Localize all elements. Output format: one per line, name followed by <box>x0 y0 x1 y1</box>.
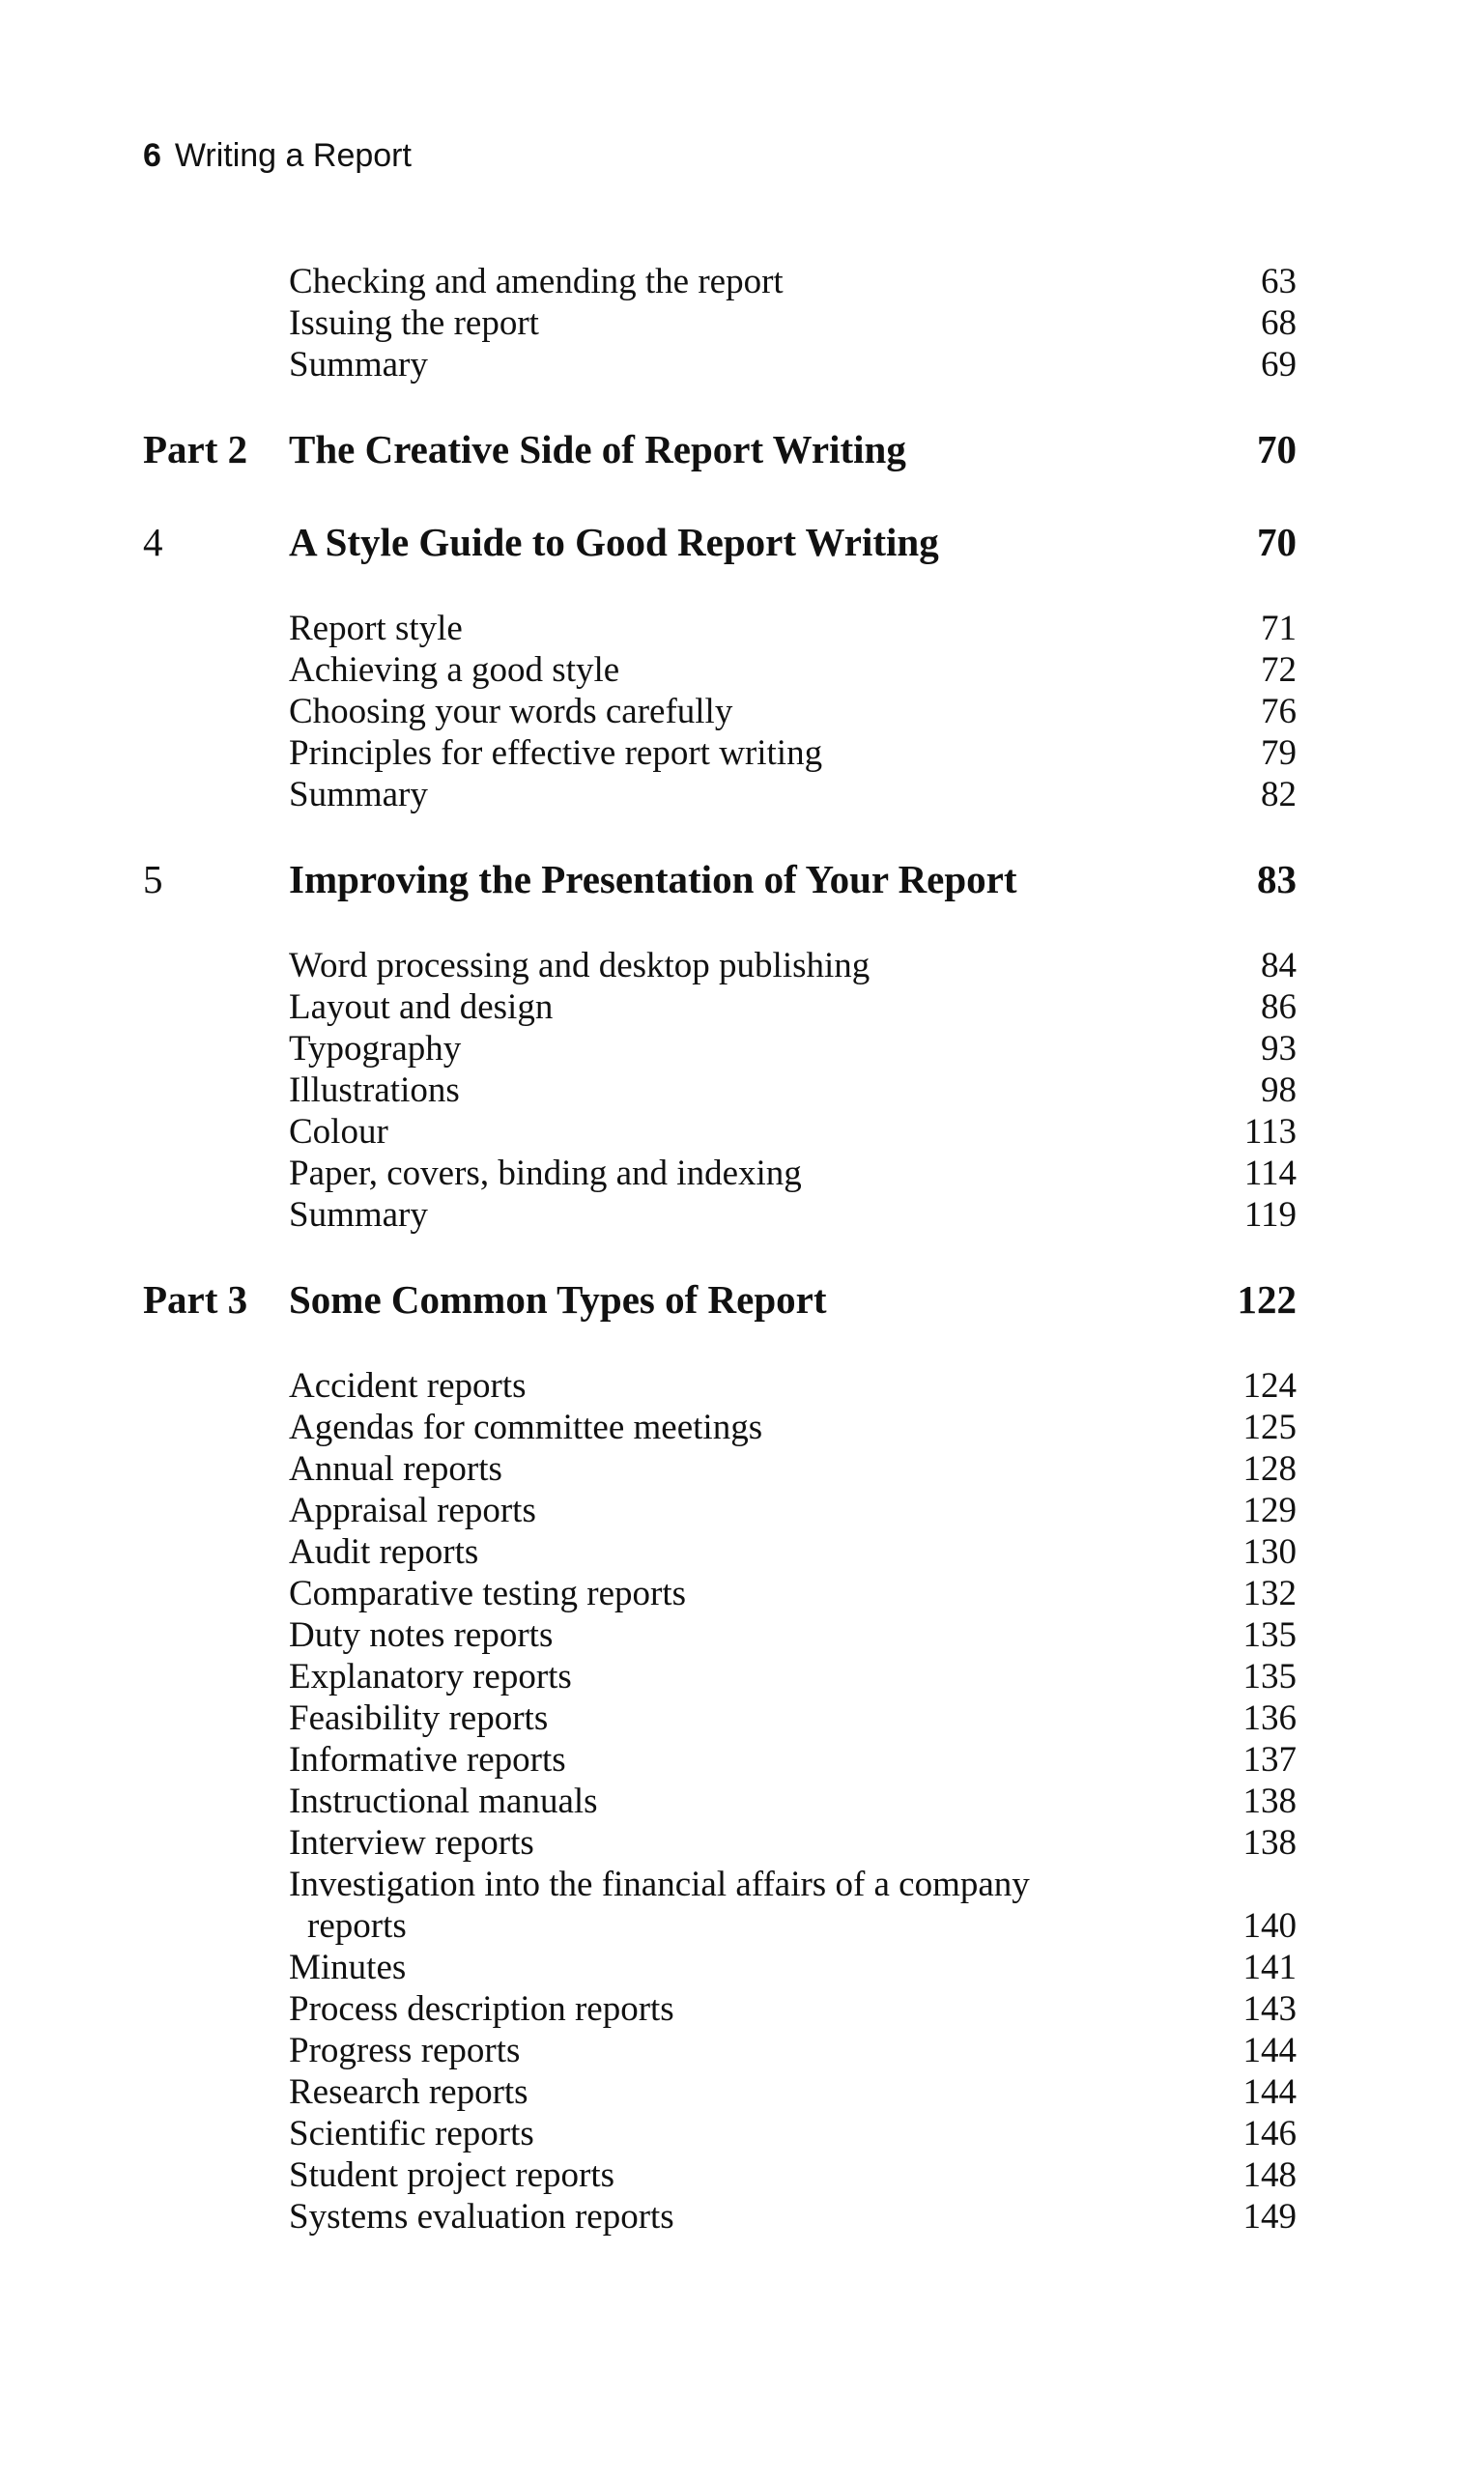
toc-entry-title: Word processing and desktop publishing <box>289 946 870 985</box>
chapter-4-heading <box>0 517 1484 567</box>
part-label: Part 3 <box>143 1277 248 1322</box>
toc-entry-title: Minutes <box>289 1948 407 1987</box>
toc-entry-page: 125 <box>1242 1408 1297 1447</box>
toc-entry-title: Report style <box>289 609 463 648</box>
toc-entry-title: Summary <box>289 345 428 385</box>
toc-entry-page: 140 <box>1242 1906 1297 1946</box>
toc-entry-title: Interview reports <box>289 1823 534 1863</box>
toc-entry-page: 144 <box>1242 2072 1297 2112</box>
toc-entry <box>0 945 1484 986</box>
chapter-5-heading <box>0 854 1484 904</box>
toc-entry <box>0 1781 1484 1822</box>
toc-entry <box>0 1905 1484 1947</box>
part-page: 122 <box>1237 1277 1297 1322</box>
intro-entries <box>0 261 1484 385</box>
part-3-entries <box>0 1365 1484 2238</box>
toc-entry-title: Choosing your words carefully <box>289 692 733 731</box>
toc-entry <box>0 261 1484 302</box>
toc-entry <box>0 1614 1484 1656</box>
toc-entry <box>0 1407 1484 1448</box>
toc-entry-title: Comparative testing reports <box>289 1574 687 1613</box>
toc-entry-title: Progress reports <box>289 2031 521 2070</box>
table-of-contents <box>0 261 1484 2238</box>
toc-entry-title: Accident reports <box>289 1366 527 1406</box>
toc-entry-page: 124 <box>1242 1366 1297 1406</box>
part-2-heading <box>0 424 1484 474</box>
toc-entry <box>0 1531 1484 1573</box>
toc-entry-title: Layout and design <box>289 987 554 1027</box>
toc-entry-page: 149 <box>1242 2197 1297 2237</box>
toc-entry-title: Illustrations <box>289 1070 460 1110</box>
toc-entry <box>0 1864 1484 1905</box>
toc-entry <box>0 1028 1484 1069</box>
toc-entry-title: Informative reports <box>289 1740 566 1780</box>
chapter-number: 4 <box>143 520 163 564</box>
toc-entry-page: 129 <box>1242 1491 1297 1530</box>
toc-entry-title: Feasibility reports <box>289 1698 549 1738</box>
toc-entry <box>0 1490 1484 1531</box>
toc-entry <box>0 2196 1484 2238</box>
toc-entry <box>0 1988 1484 2030</box>
running-head <box>143 137 412 175</box>
toc-entry <box>0 691 1484 732</box>
toc-entry <box>0 2030 1484 2071</box>
toc-entry-title: Duty notes reports <box>289 1615 554 1655</box>
part-label: Part 2 <box>143 427 248 471</box>
toc-entry-page: 148 <box>1242 2155 1297 2195</box>
toc-entry-page: 138 <box>1242 1782 1297 1821</box>
toc-entry-title: Student project reports <box>289 2155 615 2195</box>
toc-entry <box>0 1153 1484 1194</box>
toc-entry-page: 132 <box>1242 1574 1297 1613</box>
toc-entry-page: 86 <box>1261 987 1297 1027</box>
part-3-heading <box>0 1274 1484 1325</box>
toc-entry-page: 69 <box>1261 345 1297 385</box>
toc-entry-page: 79 <box>1261 733 1297 773</box>
toc-entry <box>0 1822 1484 1864</box>
toc-entry-page: 135 <box>1242 1615 1297 1655</box>
toc-entry-page: 93 <box>1261 1029 1297 1069</box>
toc-entry-title: Investigation into the financial affairs of a company <box>289 1865 1030 1904</box>
toc-entry-page: 82 <box>1261 775 1297 814</box>
toc-entry-page: 143 <box>1242 1989 1297 2029</box>
toc-entry-page: 138 <box>1242 1823 1297 1863</box>
toc-entry-title: Systems evaluation reports <box>289 2197 674 2237</box>
toc-entry <box>0 2071 1484 2113</box>
toc-entry <box>0 1448 1484 1490</box>
toc-entry-title: Research reports <box>289 2072 528 2112</box>
toc-entry-title: Checking and amending the report <box>289 262 784 301</box>
toc-entry-page: 136 <box>1242 1698 1297 1738</box>
toc-entry-title: Annual reports <box>289 1449 502 1489</box>
toc-entry-title: Colour <box>289 1112 388 1152</box>
toc-entry-page: 63 <box>1261 262 1297 301</box>
toc-entry <box>0 1739 1484 1781</box>
toc-entry-page: 113 <box>1243 1112 1297 1152</box>
running-head-page-number: 6 <box>143 137 161 174</box>
toc-entry-title: Appraisal reports <box>289 1491 536 1530</box>
toc-entry-title: reports <box>307 1906 407 1946</box>
toc-entry <box>0 774 1484 815</box>
toc-entry-page: 130 <box>1242 1532 1297 1572</box>
toc-entry-title: Typography <box>289 1029 462 1069</box>
part-title: Some Common Types of Report <box>289 1277 827 1322</box>
toc-entry <box>0 302 1484 344</box>
chapter-5-entries <box>0 945 1484 1236</box>
toc-entry-page: 128 <box>1242 1449 1297 1489</box>
toc-entry-title: Summary <box>289 775 428 814</box>
toc-entry-page: 137 <box>1242 1740 1297 1780</box>
part-page: 70 <box>1257 427 1297 471</box>
toc-entry <box>0 344 1484 385</box>
toc-entry-title: Process description reports <box>289 1989 674 2029</box>
toc-entry-page: 76 <box>1261 692 1297 731</box>
toc-entry <box>0 608 1484 649</box>
chapter-title: Improving the Presentation of Your Report <box>289 857 1017 901</box>
chapter-page: 70 <box>1257 520 1297 564</box>
toc-entry-title: Paper, covers, binding and indexing <box>289 1154 802 1193</box>
toc-entry-title: Issuing the report <box>289 303 539 343</box>
toc-entry-title: Principles for effective report writing <box>289 733 823 773</box>
part-title: The Creative Side of Report Writing <box>289 427 906 471</box>
toc-entry-title: Scientific reports <box>289 2114 534 2153</box>
toc-entry <box>0 1573 1484 1614</box>
toc-entry <box>0 1697 1484 1739</box>
toc-entry-title: Audit reports <box>289 1532 479 1572</box>
toc-entry-page: 146 <box>1242 2114 1297 2153</box>
toc-entry-title: Agendas for committee meetings <box>289 1408 763 1447</box>
toc-entry-page: 71 <box>1261 609 1297 648</box>
toc-entry-page: 84 <box>1261 946 1297 985</box>
toc-entry-page: 114 <box>1243 1154 1297 1193</box>
toc-entry <box>0 1194 1484 1236</box>
toc-entry-title: Achieving a good style <box>289 650 620 690</box>
toc-entry-title: Explanatory reports <box>289 1657 572 1697</box>
chapter-4-entries <box>0 608 1484 815</box>
toc-entry-title: Instructional manuals <box>289 1782 598 1821</box>
toc-entry <box>0 2154 1484 2196</box>
toc-entry <box>0 732 1484 774</box>
toc-entry <box>0 1365 1484 1407</box>
toc-entry-page: 141 <box>1242 1948 1297 1987</box>
toc-entry-title: Summary <box>289 1195 428 1235</box>
toc-entry <box>0 986 1484 1028</box>
toc-entry-page: 135 <box>1242 1657 1297 1697</box>
toc-entry-page: 72 <box>1261 650 1297 690</box>
chapter-page: 83 <box>1257 857 1297 901</box>
toc-entry-page: 119 <box>1243 1195 1297 1235</box>
toc-entry <box>0 1069 1484 1111</box>
chapter-title: A Style Guide to Good Report Writing <box>289 520 939 564</box>
toc-entry <box>0 1947 1484 1988</box>
toc-entry <box>0 1656 1484 1697</box>
toc-entry <box>0 1111 1484 1153</box>
chapter-number: 5 <box>143 857 163 901</box>
toc-entry <box>0 2113 1484 2154</box>
running-head-title: Writing a Report <box>174 137 412 174</box>
toc-entry-page: 144 <box>1242 2031 1297 2070</box>
toc-entry <box>0 649 1484 691</box>
toc-entry-page: 68 <box>1261 303 1297 343</box>
toc-entry-page: 98 <box>1261 1070 1297 1110</box>
